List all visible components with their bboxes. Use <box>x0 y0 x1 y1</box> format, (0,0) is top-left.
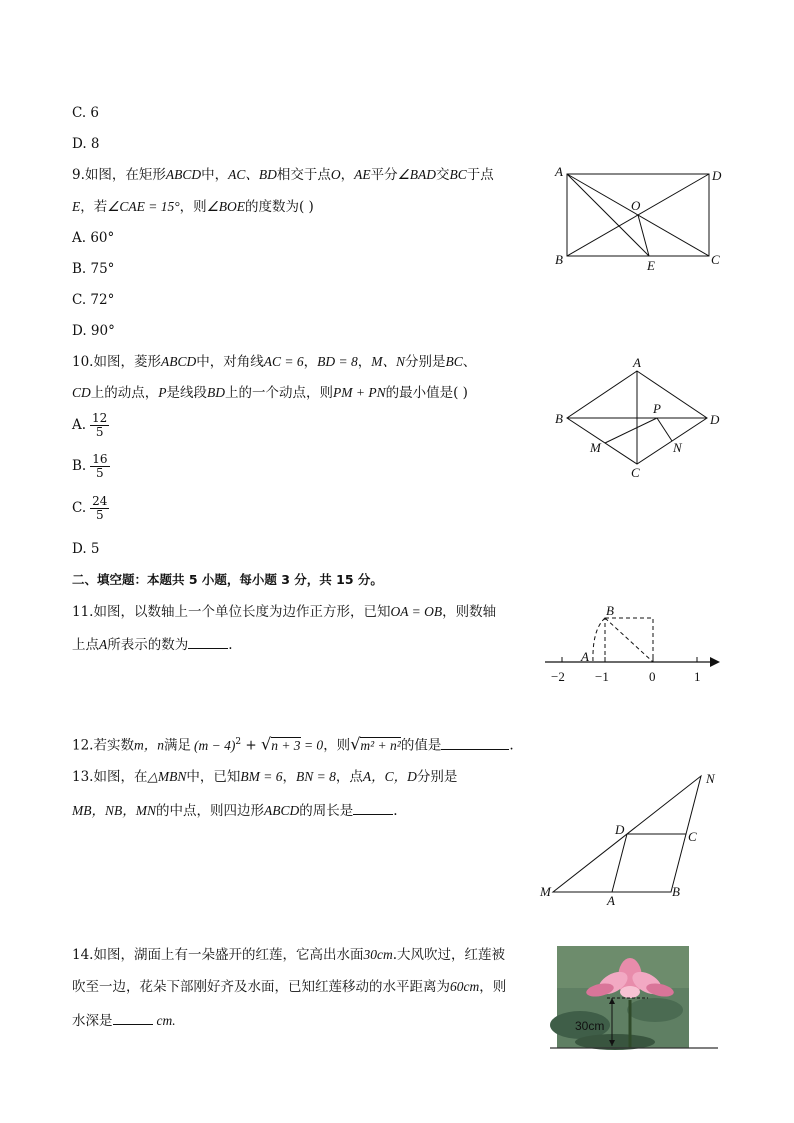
q9-label-c: C <box>711 252 720 267</box>
q9-option-b: B. 75° <box>72 261 115 277</box>
q8-option-d: D. 8 <box>72 136 100 152</box>
q9-option-a: A. 60° <box>72 230 115 246</box>
q14-figure-label: 30cm <box>575 1019 605 1033</box>
q13-label-m: M <box>540 884 551 899</box>
q10-label-n: N <box>673 440 682 455</box>
q13-label-a: A <box>607 893 615 908</box>
q11-tick-1: 1 <box>694 669 701 684</box>
q10-option-d: D. 5 <box>72 541 100 557</box>
section-2-heading: 二、填空题：本题共 5 小题，每小题 3 分，共 15 分。 <box>72 572 383 587</box>
q10-rhombus-figure <box>550 355 730 480</box>
q9-option-d: D. 90° <box>72 323 115 339</box>
q11-number-line-figure <box>540 600 725 685</box>
q10-label-b: B <box>555 411 563 426</box>
q9-label-o: O <box>631 198 641 213</box>
q11-label-b: B <box>606 603 614 618</box>
q13-label-n: N <box>706 771 715 786</box>
q9-label-a: A <box>555 164 563 179</box>
q14-lotus-figure <box>550 944 722 1052</box>
q11-stem-line1: 11.如图，以数轴上一个单位长度为边作正方形，已知OA = OB，则数轴 <box>72 604 497 620</box>
q14-stem-line2: 吹至一边，花朵下部刚好齐及水面，已知红莲移动的水平距离为60cm，则 <box>72 979 507 995</box>
q13-stem-line1: 13.如图，在△MBN中，已知BM = 6，BN = 8，点A，C，D分别是 <box>72 769 458 785</box>
q10-label-d: D <box>710 412 720 427</box>
q13-label-d: D <box>615 822 625 837</box>
q11-tick-neg1: −1 <box>595 669 609 684</box>
q13-answer-blank[interactable] <box>353 800 393 815</box>
q14-answer-blank[interactable] <box>113 1010 153 1025</box>
q14-stem-line3: 水深是 cm. <box>72 1010 176 1030</box>
q10-label-m: M <box>590 440 601 455</box>
q13-label-c: C <box>688 829 697 844</box>
q12-answer-blank[interactable] <box>441 735 509 750</box>
q10-stem-line1: 10.如图，菱形ABCD中，对角线AC = 6，BD = 8，M、N分别是BC、 <box>72 354 477 370</box>
q9-option-c: C. 72° <box>72 292 115 308</box>
q11-answer-blank[interactable] <box>188 634 228 649</box>
q14-stem-line1: 14.如图，湖面上有一朵盛开的红莲，它高出水面30cm.大风吹过，红莲被 <box>72 947 506 963</box>
q9-stem-line2: E，若∠CAE = 15°，则∠BOE的度数为( ) <box>72 199 314 215</box>
q9-label-d: D <box>712 168 722 183</box>
q8-option-c: C. 6 <box>72 105 100 121</box>
q11-label-a: A <box>581 649 589 664</box>
q11-tick-neg2: −2 <box>551 669 565 684</box>
q11-stem-line2: 上点A所表示的数为 . <box>72 634 233 654</box>
q11-tick-0: 0 <box>649 669 656 684</box>
q10-label-a: A <box>633 355 641 370</box>
q10-stem-line2: CD上的动点，P是线段BD上的一个动点，则PM + PN的最小值是( ) <box>72 385 468 401</box>
q13-triangle-figure <box>535 768 730 908</box>
q9-label-b: B <box>555 252 563 267</box>
q10-label-c: C <box>631 465 640 480</box>
q9-label-e: E <box>647 258 655 273</box>
q9-rectangle-figure <box>550 160 730 275</box>
q13-label-b: B <box>672 884 680 899</box>
q12-stem: 12.若实数m，n满足 $(m - 4)^2 + √n + 3 = 0$，则√m² + n²的值是 . <box>72 734 514 754</box>
q9-stem-line1: 9.如图，在矩形ABCD中，AC、BD相交于点O，AE平分∠BAD交BC于点 <box>72 167 494 183</box>
q10-option-a: A. $\frac{12}{5}$ <box>72 411 108 439</box>
q10-option-b: B. $\frac{16}{5}$ <box>72 452 108 480</box>
q10-label-p: P <box>653 401 661 416</box>
q10-option-c: C. $\frac{24}{5}$ <box>72 494 108 522</box>
q13-stem-line2: MB，NB，MN的中点，则四边形ABCD的周长是 . <box>72 800 398 820</box>
